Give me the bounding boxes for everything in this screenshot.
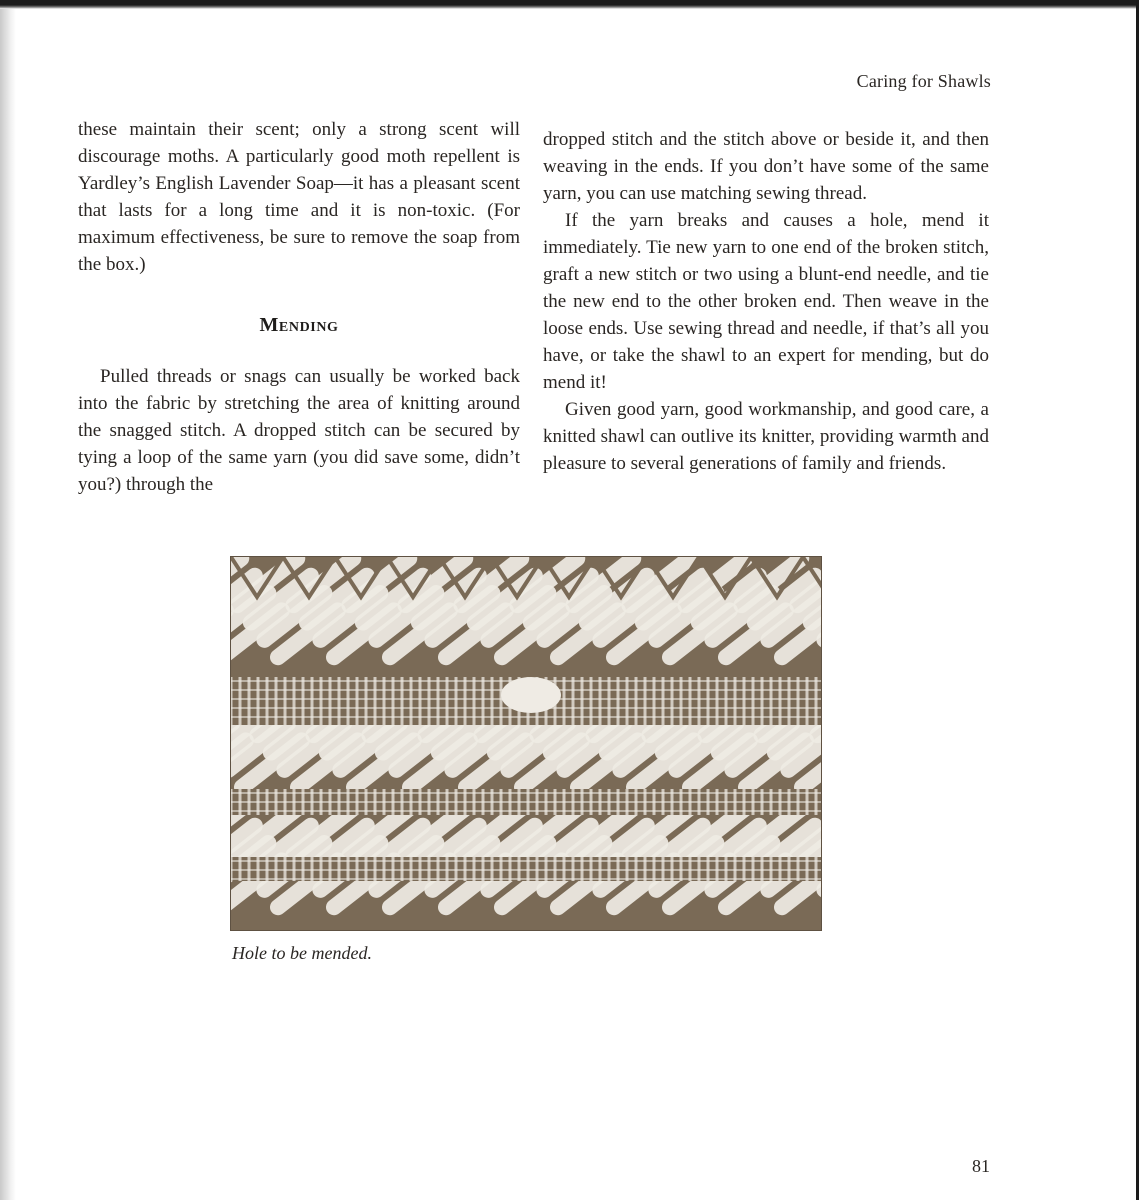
left-column xyxy=(78,116,520,498)
right-column xyxy=(543,126,989,477)
left-paragraph-scent: these maintain their scent; only a strong scent will discourage moths. A particularly good moth repellent is Yardley’s English Lavender Soap—it has a pleasant scent that lasts for a long time and it is non-toxic. (For maximum effectiveness, be sure to remove the soap from the box.) xyxy=(78,119,520,275)
right-paragraph-yarn-breaks: If the yarn breaks and causes a hole, mend it immediately. Tie new yarn to one end of the broken stitch, graft a new stitch or two using a blunt-end needle, and tie the new end to the other broken end. Then weave in the loose ends. Use sewing thread and needle, if that’s all you have, or take the shawl to an expert for mending, but do mend it! xyxy=(543,210,989,393)
lace-hole-photo xyxy=(231,557,821,930)
page-top-edge xyxy=(0,0,1139,9)
running-head: Caring for Shawls xyxy=(856,71,991,91)
page-number: 81 xyxy=(972,1156,990,1176)
section-heading-mending: Mending xyxy=(259,314,339,336)
right-paragraph-good-care: Given good yarn, good workmanship, and good care, a knitted shawl can outlive its knitter, providing warmth and pleasure to several generations of family and friends. xyxy=(543,399,989,474)
binding-gutter-shadow xyxy=(0,9,16,1200)
figure-caption: Hole to be mended. xyxy=(232,943,372,963)
left-paragraph-pulled-threads: Pulled threads or snags can usually be worked back into the fabric by stretching the area of knitting around the snagged stitch. A dropped stitch can be secured by tying a loop of the same yarn (you did save some, didn’t you?) through the xyxy=(78,366,520,495)
lace-knitting-image xyxy=(231,557,821,930)
right-paragraph-dropped-stitch: dropped stitch and the stitch above or beside it, and then weaving in the ends. If you don’t have some of the same yarn, you can use matching sewing thread. xyxy=(543,129,989,204)
